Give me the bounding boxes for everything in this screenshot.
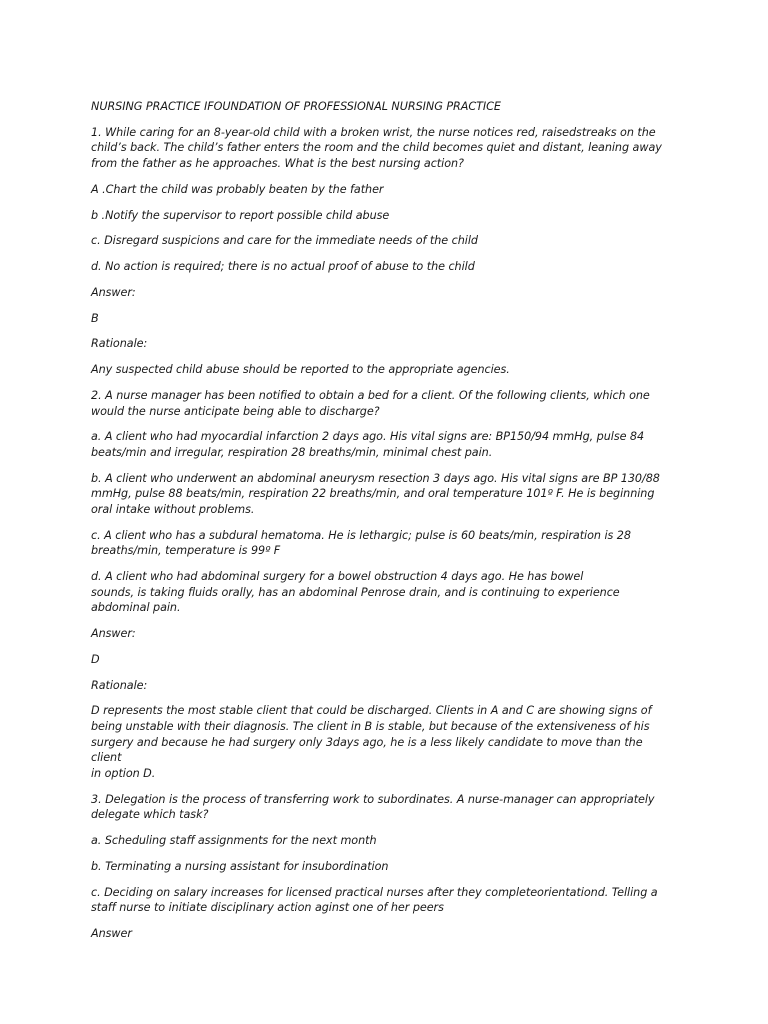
question-1-stem: 1. While caring for an 8-year-old child with a broken wrist, the nurse notices red, raisedstreaks on the child’s back. The child’s father enters the room and the child becomes quiet and distant, leaning away from the father as he approaches. What is the best nursing action? xyxy=(91,125,662,170)
question-2-answer: D xyxy=(91,652,100,666)
document-title: NURSING PRACTICE IFOUNDATION OF PROFESSIONAL NURSING PRACTICE xyxy=(91,100,501,113)
question-2-answer-label: Answer: xyxy=(91,627,136,641)
question-1-option-d: d. No action is required; there is no actual proof of abuse to the child xyxy=(91,260,475,274)
question-2-option-a: a. A client who had myocardial infarction 2 days ago. His vital signs are: BP150/94 mmHg, pulse 84 beats/min and irregular, respiration 28 breaths/min, minimal chest pain. xyxy=(91,430,645,459)
question-3-option-c: c. Deciding on salary increases for licensed practical nurses after they completeorientationd. Telling a staff nurse to initiate disciplinary action aginst one of her peers xyxy=(91,885,658,915)
question-1-answer: B xyxy=(91,311,99,325)
question-1-rationale-label: Rationale: xyxy=(91,337,148,351)
question-2-stem: 2. A nurse manager has been notified to obtain a bed for a client. Of the following clients, which one would the nurse anticipate being able to discharge? xyxy=(91,389,650,418)
question-2-option-d: d. A client who had abdominal surgery for a bowel obstruction 4 days ago. He has bowel sounds, is taking fluids orally, has an abdominal Penrose drain, and is continuing to experience abdominal pain. xyxy=(91,570,620,615)
question-3-option-a: a. Scheduling staff assignments for the next month xyxy=(91,833,377,847)
question-1-rationale: Any suspected child abuse should be reported to the appropriate agencies. xyxy=(91,363,510,377)
question-3-stem: 3. Delegation is the process of transferring work to subordinates. A nurse-manager can appropriately delegate which task? xyxy=(91,792,655,822)
question-2-rationale: D represents the most stable client that could be discharged. Clients in A and C are showing signs of being unstable with their diagnosis. The client in B is stable, but because of the extensiveness of his surgery and because he had surgery only 3days ago, he is a less likely candidate to move than the client in option D. xyxy=(91,704,652,780)
question-1-option-a: A .Chart the child was probably beaten by the father xyxy=(91,182,384,196)
document-body xyxy=(91,99,676,952)
question-1-option-b: b .Notify the supervisor to report possible child abuse xyxy=(91,208,390,222)
question-1-option-c: c. Disregard suspicions and care for the immediate needs of the child xyxy=(91,234,478,248)
question-2-rationale-label: Rationale: xyxy=(91,678,148,692)
question-2-option-c: c. A client who has a subdural hematoma. He is lethargic; pulse is 60 beats/min, respiration is 28 breaths/min, temperature is 99º F xyxy=(91,528,631,558)
question-2-option-b: b. A client who underwent an abdominal aneurysm resection 3 days ago. His vital signs are BP 130/88 mmHg, pulse 88 beats/min, respiration 22 breaths/min, and oral temperature 101º F. He is beginning oral intake without problems. xyxy=(91,471,660,516)
question-3-answer-label: Answer xyxy=(91,926,132,940)
question-1-answer-label: Answer: xyxy=(91,285,136,299)
question-3-option-b: b. Terminating a nursing assistant for insubordination xyxy=(91,859,389,873)
